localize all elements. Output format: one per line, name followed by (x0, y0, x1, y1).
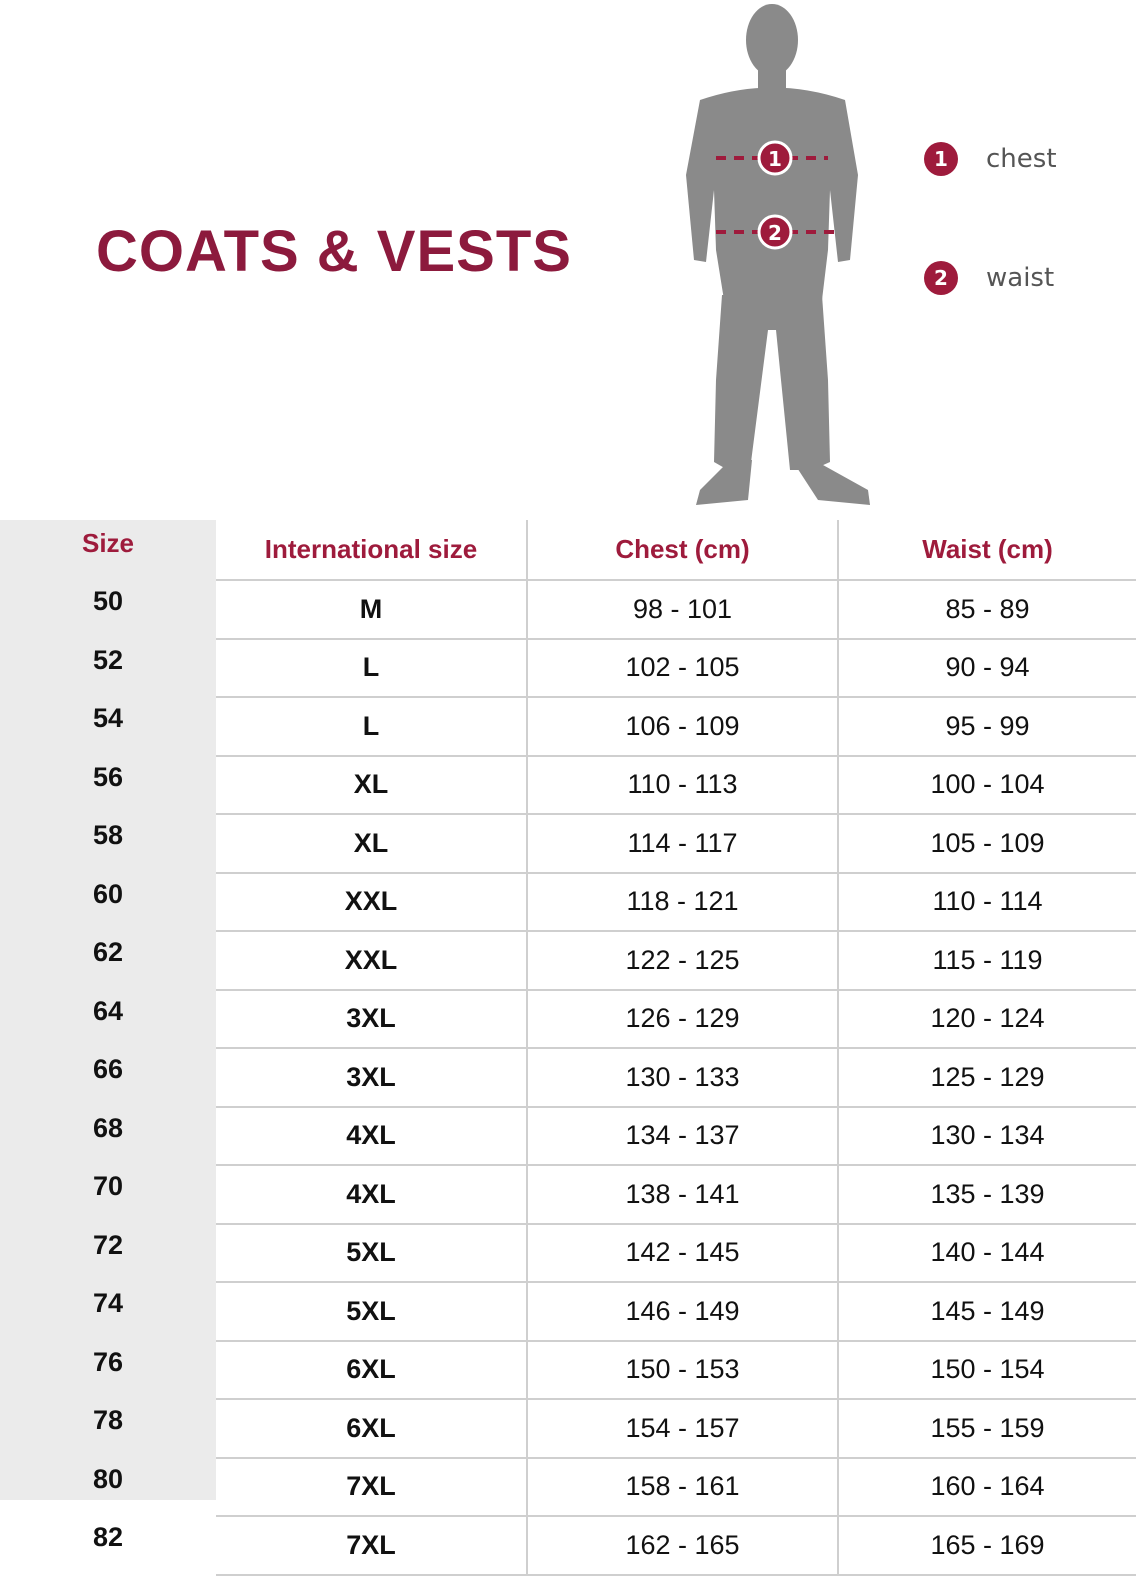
cell-chest: 130 - 133 (527, 1048, 838, 1107)
legend-label-waist: waist (986, 263, 1055, 293)
cell-international-size: 3XL (216, 990, 527, 1049)
cell-international-size: XXL (216, 873, 527, 932)
cell-size: 72 (92, 1229, 124, 1260)
cell-international-size: L (216, 697, 527, 756)
cell-chest: 162 - 165 (527, 1516, 838, 1575)
cell-size: 52 (92, 644, 124, 675)
cell-size: 74 (92, 1288, 124, 1318)
table-row (0, 1107, 1136, 1166)
table-body (0, 580, 1136, 1575)
cell-chest: 142 - 145 (527, 1224, 838, 1283)
cell-size: 50 (92, 586, 124, 616)
cell-waist: 95 - 99 (838, 697, 1136, 756)
legend-chest (924, 142, 1057, 176)
cell-international-size: 7XL (216, 1516, 527, 1575)
cell-waist: 115 - 119 (838, 931, 1136, 990)
cell-chest: 146 - 149 (527, 1282, 838, 1341)
cell-international-size: 5XL (216, 1224, 527, 1283)
svg-text:2: 2 (768, 221, 782, 245)
page-title: COATS & VESTS (96, 219, 572, 284)
cell-international-size: 7XL (216, 1458, 527, 1517)
cell-waist: 155 - 159 (838, 1399, 1136, 1458)
cell-chest: 118 - 121 (527, 873, 838, 932)
cell-waist: 145 - 149 (838, 1282, 1136, 1341)
cell-chest: 122 - 125 (527, 931, 838, 990)
cell-international-size: XL (216, 756, 527, 815)
cell-chest: 138 - 141 (527, 1165, 838, 1224)
cell-international-size: XXL (216, 931, 527, 990)
size-chart-table (0, 520, 1136, 1576)
cell-waist: 130 - 134 (838, 1107, 1136, 1166)
table-row (0, 639, 1136, 698)
cell-size: 64 (92, 995, 124, 1026)
header-chest: Chest (cm) (527, 520, 838, 580)
table-row (0, 1341, 1136, 1400)
cell-waist: 150 - 154 (838, 1341, 1136, 1400)
legend-waist (924, 261, 1054, 295)
cell-size: 68 (92, 1112, 124, 1143)
table-row (0, 1165, 1136, 1224)
table-row (0, 1516, 1136, 1575)
cell-international-size: 4XL (216, 1165, 527, 1224)
cell-waist: 110 - 114 (838, 873, 1136, 932)
cell-size: 58 (92, 820, 124, 850)
cell-size: 66 (92, 1054, 124, 1084)
cell-chest: 154 - 157 (527, 1399, 838, 1458)
svg-text:1: 1 (768, 147, 782, 171)
cell-size: 70 (92, 1171, 124, 1201)
cell-chest: 106 - 109 (527, 697, 838, 756)
cell-international-size: 6XL (216, 1341, 527, 1400)
cell-chest: 150 - 153 (527, 1341, 838, 1400)
cell-international-size: XL (216, 814, 527, 873)
table-row (0, 873, 1136, 932)
cell-size: 76 (92, 1346, 124, 1377)
cell-international-size: 3XL (216, 1048, 527, 1107)
cell-chest: 126 - 129 (527, 990, 838, 1049)
cell-waist: 105 - 109 (838, 814, 1136, 873)
cell-international-size: 4XL (216, 1107, 527, 1166)
table-row (0, 1048, 1136, 1107)
table-row (0, 1282, 1136, 1341)
table-row (0, 990, 1136, 1049)
header-international-size: International size (216, 520, 527, 580)
cell-waist: 135 - 139 (838, 1165, 1136, 1224)
table-row (0, 756, 1136, 815)
cell-waist: 120 - 124 (838, 990, 1136, 1049)
table-header-row (0, 520, 1136, 580)
cell-waist: 100 - 104 (838, 756, 1136, 815)
legend-label-chest: chest (986, 144, 1057, 174)
cell-waist: 160 - 164 (838, 1458, 1136, 1517)
table-row (0, 697, 1136, 756)
cell-size: 82 (92, 1522, 124, 1552)
table-row (0, 580, 1136, 639)
legend-badge-1: 1 (924, 142, 958, 176)
cell-waist: 125 - 129 (838, 1048, 1136, 1107)
figure-marker-2 (759, 216, 791, 248)
table-row (0, 814, 1136, 873)
cell-international-size: M (216, 580, 527, 639)
cell-chest: 158 - 161 (527, 1458, 838, 1517)
cell-waist: 165 - 169 (838, 1516, 1136, 1575)
cell-chest: 114 - 117 (527, 814, 838, 873)
table-row (0, 931, 1136, 990)
cell-size: 80 (92, 1463, 124, 1494)
cell-size: 78 (92, 1405, 124, 1435)
table-row (0, 1224, 1136, 1283)
table-row (0, 1458, 1136, 1517)
cell-chest: 134 - 137 (527, 1107, 838, 1166)
cell-waist: 90 - 94 (838, 639, 1136, 698)
cell-chest: 110 - 113 (527, 756, 838, 815)
cell-waist: 85 - 89 (838, 580, 1136, 639)
header-waist: Waist (cm) (838, 520, 1136, 580)
figure-marker-1 (759, 142, 791, 174)
table-row (0, 1399, 1136, 1458)
cell-international-size: 6XL (216, 1399, 527, 1458)
cell-size: 60 (92, 878, 124, 909)
cell-size: 54 (92, 703, 124, 733)
header-size: Size (81, 528, 135, 558)
cell-waist: 140 - 144 (838, 1224, 1136, 1283)
cell-international-size: 5XL (216, 1282, 527, 1341)
cell-chest: 102 - 105 (527, 639, 838, 698)
cell-size: 56 (92, 761, 124, 792)
body-silhouette-figure (670, 0, 890, 515)
cell-chest: 98 - 101 (527, 580, 838, 639)
cell-size: 62 (92, 937, 124, 967)
legend-badge-2: 2 (924, 261, 958, 295)
cell-international-size: L (216, 639, 527, 698)
